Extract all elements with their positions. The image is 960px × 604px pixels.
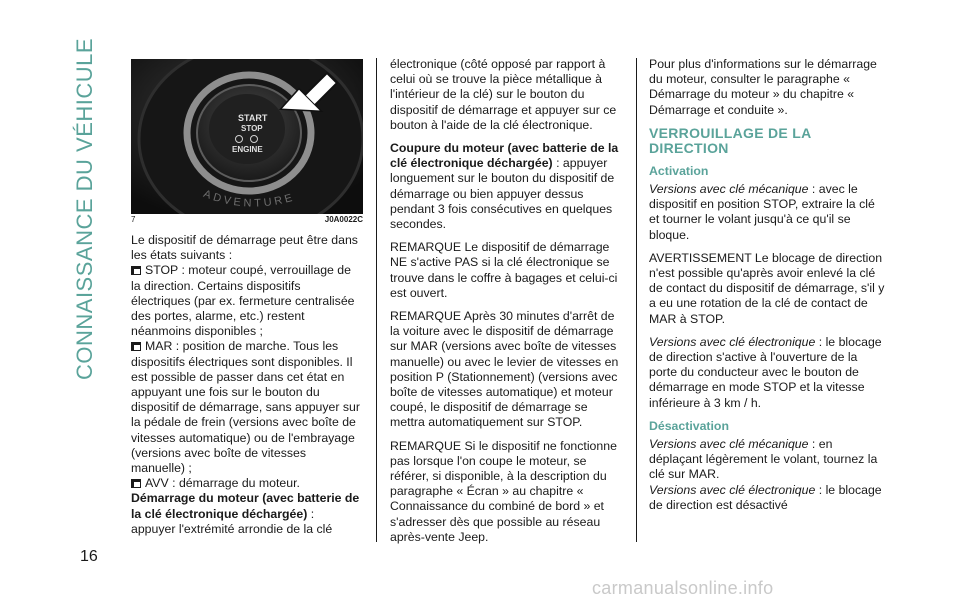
remark-auto-stop: REMARQUE Après 30 minutes d'arrêt de la voiture avec le dispositif de démarrage sur MAR (versions avec boîte de vitesses manuelle) ou avec le levier de vitesses en position P (Stationnement) (versions avec boîte de vitesses automatique) et moteur coupé, le dispositif de démarrage se mettra automatiquement sur STOP.: [390, 309, 619, 430]
bullet-icon: [131, 342, 141, 351]
chapter-title-text: CONNAISSANCE DU VÉHICULE: [72, 37, 97, 380]
activation-electronic-label: Versions avec clé électronique: [649, 334, 816, 349]
dead-key-start-suffix: :: [307, 506, 315, 521]
dead-key-start-text: appuyer l'extrémité arrondie de la clé: [131, 521, 333, 536]
activation-mechanical-text: : avec le dispositif en position STOP, extraire la clé et tourner le volant jusqu'à ce qu'il se bloque.: [649, 182, 875, 242]
state-stop-text: STOP : moteur coupé, verrouillage de la direction. Certains dispositifs électriques (par ex. fermeture centralisée des portes, alarme, etc.) restent néanmoins disponibles ;: [131, 263, 355, 339]
trim-ring-text: ADVENTURE: [201, 188, 297, 210]
section-heading-steering-lock: VERROUILLAGE DE LA DIRECTION: [649, 124, 811, 156]
button-label-stop: STOP: [241, 124, 263, 133]
dead-key-start-paragraph: [131, 491, 363, 537]
activation-mechanical-paragraph: [649, 182, 887, 243]
column-2: [390, 57, 624, 553]
dead-key-start-continued: électronique (côté opposé par rapport à celui où se trouve la pièce métallique à l'intérieur de la clé) sur le bouton du dispositif de démarrage et appuyer sur ce bouton à l'aide de la clé électronique.: [390, 57, 617, 132]
figure-code: J0A0022C: [324, 215, 363, 224]
state-mar-text: MAR : position de marche. Tous les dispositifs électriques sont disponibles. Il est possible de passer dans cet état en appuyant une fois sur le bouton du dispositif de démarrage, sans appuyer sur la pédale de frein (versions avec boîte de vitesses automatique) ou de l'embrayage (versions avec boîte de vitesses manuelle) ;: [131, 339, 360, 476]
state-avv-item: [131, 476, 363, 491]
deactivation-electronic-paragraph: [649, 483, 887, 513]
figure-number: 7: [131, 215, 136, 224]
warning-paragraph: AVERTISSEMENT Le blocage de direction n'est possible qu'après avoir enlevé la clé de contact du dispositif de démarrage, s'il y a eu une rotation de la clé de contact de MAR à STOP.: [649, 250, 885, 326]
button-label-start: START: [238, 113, 268, 123]
deactivation-electronic-label: Versions avec clé électronique: [649, 482, 816, 497]
page-number: 16: [80, 548, 98, 565]
subheading-activation: Activation: [649, 163, 709, 178]
deactivation-mechanical-paragraph: [649, 437, 887, 483]
activation-mechanical-label: Versions avec clé mécanique: [649, 182, 809, 197]
dead-key-shutdown-text: : appuyer longuement sur le bouton du dispositif de démarrage ou bien appuyer dessus pendant 3 fois consécutives en quelques secondes.: [390, 156, 615, 232]
start-stop-button-photo: [131, 59, 363, 214]
deactivation-mechanical-text: : en déplaçant légèrement le volant, tournez la clé sur MAR.: [649, 437, 878, 482]
dead-key-shutdown-heading: Coupure du moteur (avec batterie de la clé électronique déchargée): [390, 141, 619, 171]
bullet-icon: [131, 266, 141, 275]
state-stop-item: [131, 263, 363, 339]
activation-electronic-paragraph: [649, 335, 887, 411]
state-avv-text: AVV : démarrage du moteur.: [145, 476, 300, 491]
deactivation-mechanical-label: Versions avec clé mécanique: [649, 437, 809, 452]
start-stop-illustration: [131, 59, 363, 214]
more-info-paragraph: Pour plus d'informations sur le démarrage du moteur, consulter le paragraphe « Démarrage du moteur » du chapitre « Démarrage et conduite ».: [649, 57, 877, 117]
column-divider: [376, 58, 377, 542]
button-label-engine: ENGINE: [232, 145, 263, 154]
column-1: [131, 233, 363, 537]
figure-caption: [131, 215, 363, 227]
chapter-title: [72, 37, 112, 380]
deactivation-electronic-text: : le blocage de direction est désactivé: [649, 482, 882, 512]
dead-key-start-heading: Démarrage du moteur (avec batterie de la clé électronique déchargée): [131, 491, 360, 521]
state-mar-item: [131, 339, 363, 476]
dead-key-shutdown-paragraph: [390, 141, 624, 232]
watermark-link[interactable]: carmanualsonline.info: [592, 578, 774, 598]
subheading-deactivation: Désactivation: [649, 418, 729, 433]
activation-electronic-text: : le blocage de direction s'active à l'ouverture de la porte du conducteur avec le bouton de démarrage en mode STOP et la vitesse inférieure à 3 km / h.: [649, 334, 882, 410]
column-3: [649, 57, 887, 521]
bullet-icon: [131, 479, 141, 488]
column-divider: [636, 58, 637, 542]
intro-paragraph: Le dispositif de démarrage peut être dans les états suivants :: [131, 233, 358, 263]
remark-trunk: REMARQUE Le dispositif de démarrage NE s'active PAS si la clé électronique se trouve dans le coffre à bagages et celui-ci est ouvert.: [390, 240, 618, 300]
remark-malfunction: REMARQUE Si le dispositif ne fonctionne pas lorsque l'on coupe le moteur, se référer, si disponible, à la description du paragraphe « Écran » au chapitre « Connaissance du combiné de bord » et s'adresser dès que possible au réseau après-vente Jeep.: [390, 438, 617, 544]
